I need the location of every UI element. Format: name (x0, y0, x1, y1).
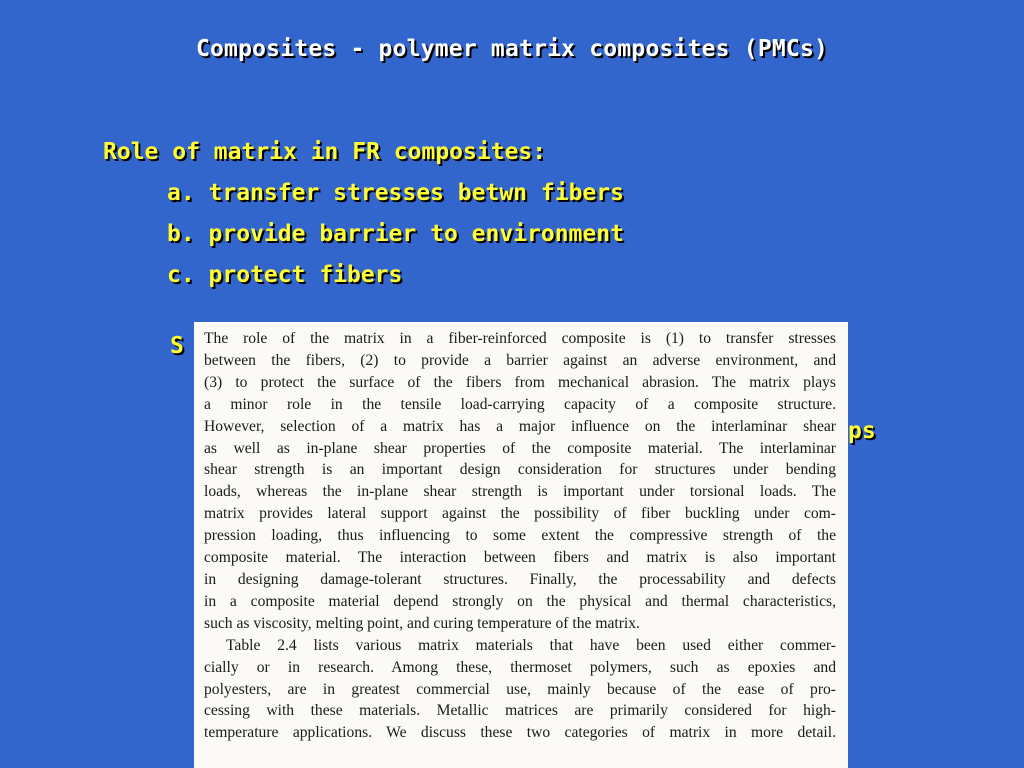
excerpt-line: temperature applications. We discuss these two categories of matrix in more detail. (204, 724, 836, 742)
excerpt-line: a minor role in the tensile load-carrying capacity of a composite structure. (204, 395, 836, 413)
excerpt-line: However, selection of a matrix has a major influence on the interlaminar shear (204, 417, 836, 435)
excerpt-line: between the fibers, (2) to provide a barrier against an adverse environment, and (204, 351, 836, 369)
matrix-role-item-a: a. transfer stresses betwn fibers (167, 180, 624, 206)
occluded-text-left: S (170, 333, 184, 359)
occluded-text-right: ps (848, 418, 876, 444)
excerpt-line: in a composite material depend strongly on the physical and thermal characteristics, (204, 592, 836, 610)
excerpt-line: pression loading, thus influencing to some extent the compressive strength of the (204, 527, 836, 545)
matrix-role-heading: Role of matrix in FR composites: (103, 139, 547, 165)
matrix-role-list (103, 132, 624, 296)
excerpt-line: in designing damage-tolerant structures. Finally, the processability and defects (204, 570, 836, 588)
excerpt-line: loads, whereas the in-plane shear strength is important under torsional loads. The (204, 483, 836, 501)
excerpt-line: such as viscosity, melting point, and curing temperature of the matrix. (204, 614, 640, 632)
matrix-role-item-c: c. protect fibers (167, 262, 403, 288)
excerpt-line: Table 2.4 lists various matrix materials that have been used either commer- (226, 636, 836, 654)
excerpt-line: cially or in research. Among these, thermoset polymers, such as epoxies and (204, 658, 836, 676)
excerpt-line: cessing with these materials. Metallic matrices are primarily considered for high- (204, 702, 836, 720)
slide-title: Composites - polymer matrix composites (PMCs) (195, 36, 829, 62)
excerpt-line: shear strength is an important design consideration for structures under bending (204, 461, 836, 479)
matrix-role-item-b: b. provide barrier to environment (167, 221, 624, 247)
excerpt-line: The role of the matrix in a fiber-reinforced composite is (1) to transfer stresses (204, 330, 836, 347)
excerpt-line: matrix provides lateral support against the possibility of fiber buckling under com- (204, 505, 836, 523)
excerpt-line: composite material. The interaction between fibers and matrix is also important (204, 549, 836, 567)
excerpt-line: as well as in-plane shear properties of the composite material. The interlaminar (204, 439, 836, 457)
excerpt-line: polyesters, are in greatest commercial use, mainly because of the ease of pro- (204, 680, 836, 698)
excerpt-line: (3) to protect the surface of the fibers from mechanical abrasion. The matrix plays (204, 373, 836, 391)
textbook-excerpt-image (194, 322, 848, 768)
